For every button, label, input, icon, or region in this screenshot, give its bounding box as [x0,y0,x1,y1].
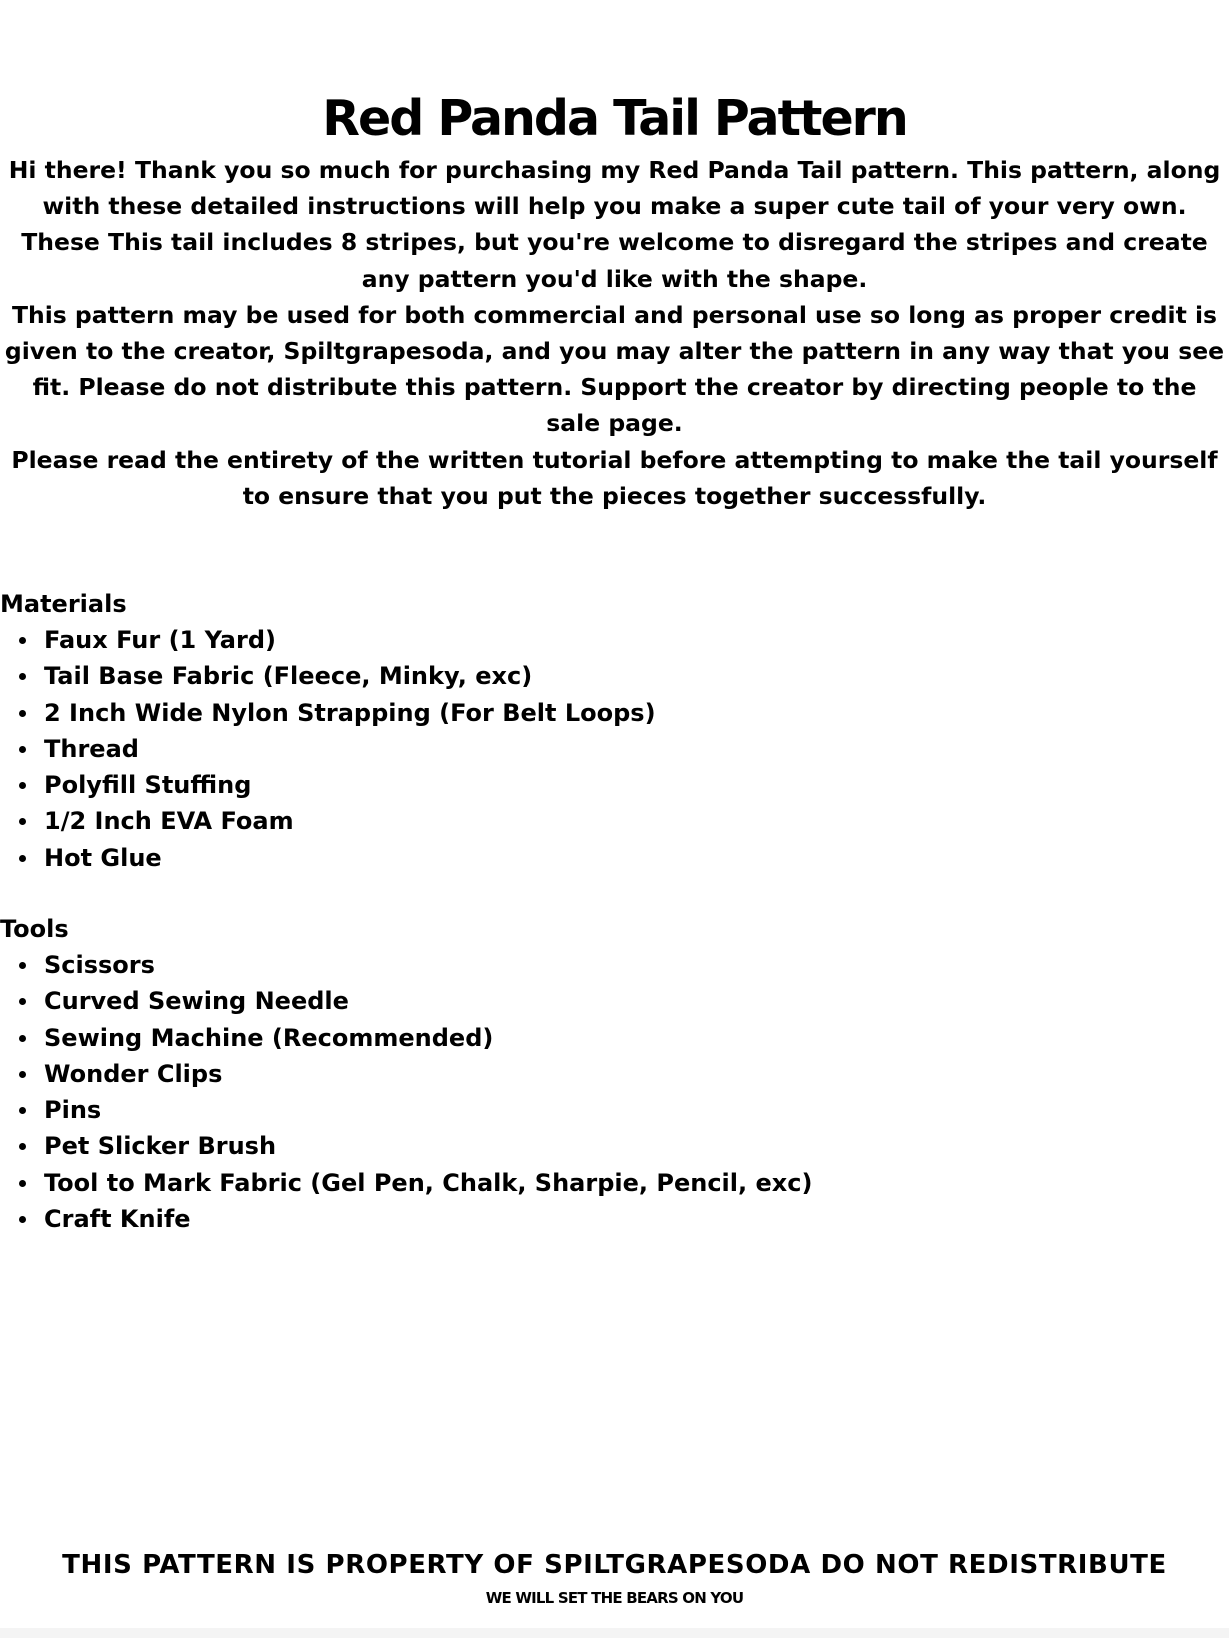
list-item-label: Pins [44,1096,102,1125]
materials-list [0,622,1229,876]
bullet-icon [19,1035,26,1042]
list-item-label: Pet Slicker Brush [44,1132,277,1161]
list-item [0,622,1229,658]
list-item [0,1128,1229,1164]
list-item-label: Thread [44,734,139,763]
tools-section [0,911,1229,1237]
list-item-label: 2 Inch Wide Nylon Strapping (For Belt Loops) [44,698,656,727]
bullet-icon [19,710,26,717]
list-item [0,731,1229,767]
bears-warning: WE WILL SET THE BEARS ON YOU [485,1589,744,1607]
page-bottom-edge [0,1628,1229,1638]
list-item-label: Sewing Machine (Recommended) [44,1023,494,1052]
intro-text [0,152,1229,514]
list-item-label: Curved Sewing Needle [44,987,349,1016]
list-item-label: Faux Fur (1 Yard) [44,626,276,654]
bullet-icon [19,1216,26,1223]
list-item [0,983,1229,1019]
intro-paragraph-read-first: Please read the entirety of the written tutorial before attempting to make the tail yourself to ensure that you put the pieces together successfully. [11,445,1218,510]
bullet-icon [19,855,26,862]
bullet-icon [19,1071,26,1078]
tools-list [0,947,1229,1237]
page-title: Red Panda Tail Pattern [322,90,907,147]
bullet-icon [19,998,26,1005]
bullet-icon [19,962,26,969]
list-item [0,1201,1229,1237]
materials-heading: Materials [0,590,127,618]
list-item [0,947,1229,983]
list-item [0,1056,1229,1092]
materials-section [0,586,1229,876]
bullet-icon [19,637,26,644]
list-item [0,1092,1229,1128]
list-item-label: 1/2 Inch EVA Foam [44,807,294,836]
bullet-icon [19,1107,26,1114]
list-item [0,840,1229,876]
list-item-label: Tool to Mark Fabric (Gel Pen, Chalk, Sharpie, Pencil, exc) [44,1168,813,1197]
intro-paragraph-usage: This pattern may be used for both commercial and personal use so long as proper credit is given to the creator, Spiltgrapesoda, and you may alter the pattern in any way that you see fit. Please do not distribute this pattern. Support the creator by directing people to the sale page. [4,300,1225,438]
bullet-icon [19,1180,26,1187]
list-item-label: Tail Base Fabric (Fleece, Minky, exc) [44,662,533,691]
tools-heading: Tools [0,915,69,943]
bullet-icon [19,818,26,825]
list-item-label: Craft Knife [44,1205,191,1234]
list-item-label: Polyfill Stuffing [44,771,252,800]
list-item-label: Scissors [44,951,155,979]
intro-paragraph-thanks: Hi there! Thank you so much for purchasing my Red Panda Tail pattern. This pattern, along with these detailed instructions will help you make a super cute tail of your very own. These This tail includes 8 stripes, but you're welcome to disregard the stripes and create any pattern you'd like with the shape. [8,156,1221,293]
list-item-label: Hot Glue [44,843,162,872]
property-notice: THIS PATTERN IS PROPERTY OF SPILTGRAPESODA DO NOT REDISTRIBUTE [62,1550,1167,1580]
list-item [0,1165,1229,1201]
bullet-icon [19,673,26,680]
bullet-icon [19,782,26,789]
list-item [0,767,1229,803]
bullet-icon [19,746,26,753]
bullet-icon [19,1143,26,1150]
list-item [0,803,1229,839]
list-item [0,1020,1229,1056]
list-item [0,695,1229,731]
list-item-label: Wonder Clips [44,1059,223,1088]
list-item [0,658,1229,694]
